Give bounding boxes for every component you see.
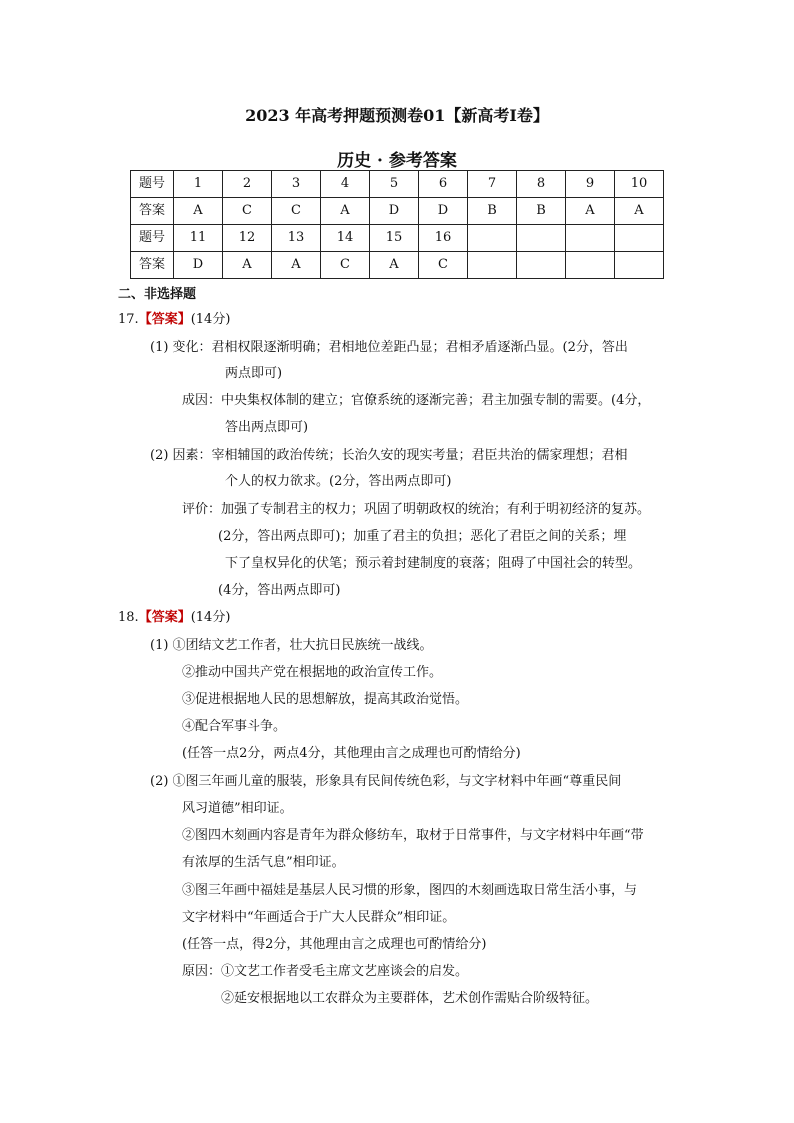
table-cell: 9 <box>566 171 615 198</box>
q17-line: 评价：加强了专制君主的权力；巩固了明朝政权的统治；有利于明初经济的复苏。 <box>182 502 651 517</box>
q18-line: ②图四木刻画内容是青年为群众修纺车，取材于日常事件，与文字材料中年画“带 <box>182 828 644 843</box>
table-cell: 8 <box>517 171 566 198</box>
table-cell: 16 <box>419 225 468 252</box>
q18-line: ④配合军事斗争。 <box>182 719 287 734</box>
table-cell: C <box>223 198 272 225</box>
table-cell <box>566 225 615 252</box>
answer-tag: 【答案】 <box>138 610 191 625</box>
table-cell: B <box>468 198 517 225</box>
table-cell: A <box>223 252 272 279</box>
q18-header <box>118 608 230 628</box>
table-cell: A <box>174 198 223 225</box>
q18-number: 18. <box>118 610 139 625</box>
table-cell: A <box>272 252 321 279</box>
table-cell: 7 <box>468 171 517 198</box>
table-cell: 6 <box>419 171 468 198</box>
table-cell <box>615 225 664 252</box>
table-cell: 14 <box>321 225 370 252</box>
table-cell: 答案 <box>131 252 174 279</box>
answer-tag: 【答案】 <box>138 312 191 327</box>
q17-line: 下了皇权异化的伏笔；预示着封建制度的衰落；阻碍了中国社会的转型。 <box>225 556 642 571</box>
q17-header <box>118 310 230 330</box>
table-cell: A <box>615 198 664 225</box>
q18-line: (任答一点2分，两点4分，其他理由言之成理也可酌情给分) <box>182 746 521 761</box>
q17-number: 17. <box>118 312 139 327</box>
table-cell: 12 <box>223 225 272 252</box>
document-subtitle: 历史 · 参考答案 <box>337 151 457 171</box>
table-cell: 11 <box>174 225 223 252</box>
table-cell <box>468 225 517 252</box>
q18-score: (14分) <box>190 610 231 625</box>
q17-line: (2分，答出两点即可)；加重了君主的负担；恶化了君臣之间的关系；埋 <box>218 529 627 544</box>
q17-line: 个人的权力欲求。(2分，答出两点即可) <box>225 474 452 489</box>
table-cell <box>517 252 566 279</box>
q17-line: (1) 变化：君相权限逐渐明确；君相地位差距凸显；君相矛盾逐渐凸显。(2分，答出 <box>150 340 628 355</box>
table-cell: 4 <box>321 171 370 198</box>
table-cell: C <box>321 252 370 279</box>
table-cell: C <box>272 198 321 225</box>
table-cell: 2 <box>223 171 272 198</box>
table-cell <box>517 225 566 252</box>
answer-table <box>130 170 664 279</box>
table-cell: 题号 <box>131 225 174 252</box>
q18-line: 文字材料中“年画适合于广大人民群众”相印证。 <box>182 910 456 925</box>
q18-line: 有浓厚的生活气息”相印证。 <box>182 855 345 870</box>
table-cell <box>468 252 517 279</box>
q17-line: 两点即可) <box>225 366 283 381</box>
table-cell: 答案 <box>131 198 174 225</box>
section-heading: 二、非选择题 <box>118 287 197 302</box>
q18-line: (任答一点，得2分，其他理由言之成理也可酌情给分) <box>182 937 487 952</box>
table-row <box>131 225 664 252</box>
q18-line: ②推动中国共产党在根据地的政治宣传工作。 <box>182 665 443 680</box>
table-cell: 题号 <box>131 171 174 198</box>
table-cell <box>615 252 664 279</box>
table-cell: 15 <box>370 225 419 252</box>
table-cell: 3 <box>272 171 321 198</box>
table-cell: 13 <box>272 225 321 252</box>
q17-score: (14分) <box>190 312 231 327</box>
table-cell: A <box>370 252 419 279</box>
table-cell: C <box>419 252 468 279</box>
q18-line: 风习道德”相印证。 <box>182 801 293 816</box>
document-title: 2023 年高考押题预测卷01【新高考I卷】 <box>245 106 549 125</box>
table-cell: 1 <box>174 171 223 198</box>
q18-line: ③图三年画中福娃是基层人民习惯的形象，图四的木刻画选取日常生活小事，与 <box>182 883 638 898</box>
q18-line: ③促进根据地人民的思想解放，提高其政治觉悟。 <box>182 692 469 707</box>
table-cell: A <box>321 198 370 225</box>
q18-line: (2) ①图三年画儿童的服装，形象具有民间传统色彩，与文字材料中年画“尊重民间 <box>150 774 622 789</box>
table-cell: B <box>517 198 566 225</box>
table-cell: D <box>370 198 419 225</box>
q17-line: 答出两点即可) <box>225 420 309 435</box>
q17-line: (2) 因素：宰相辅国的政治传统；长治久安的现实考量；君臣共治的儒家理想；君相 <box>150 448 628 463</box>
table-row <box>131 252 664 279</box>
table-row <box>131 198 664 225</box>
table-cell: A <box>566 198 615 225</box>
q18-line: ②延安根据地以工农群众为主要群体，艺术创作需贴合阶级特征。 <box>221 991 599 1006</box>
table-cell <box>566 252 615 279</box>
q18-line: (1) ①团结文艺工作者，壮大抗日民族统一战线。 <box>150 638 433 653</box>
q17-line: (4分，答出两点即可) <box>218 583 341 598</box>
table-cell: D <box>174 252 223 279</box>
q17-line: 成因：中央集权体制的建立；官僚系统的逐渐完善；君主加强专制的需要。(4分， <box>182 393 651 408</box>
table-cell: 10 <box>615 171 664 198</box>
table-cell: 5 <box>370 171 419 198</box>
table-cell: D <box>419 198 468 225</box>
table-row <box>131 171 664 198</box>
q18-line: 原因：①文艺工作者受毛主席文艺座谈会的启发。 <box>182 964 469 979</box>
